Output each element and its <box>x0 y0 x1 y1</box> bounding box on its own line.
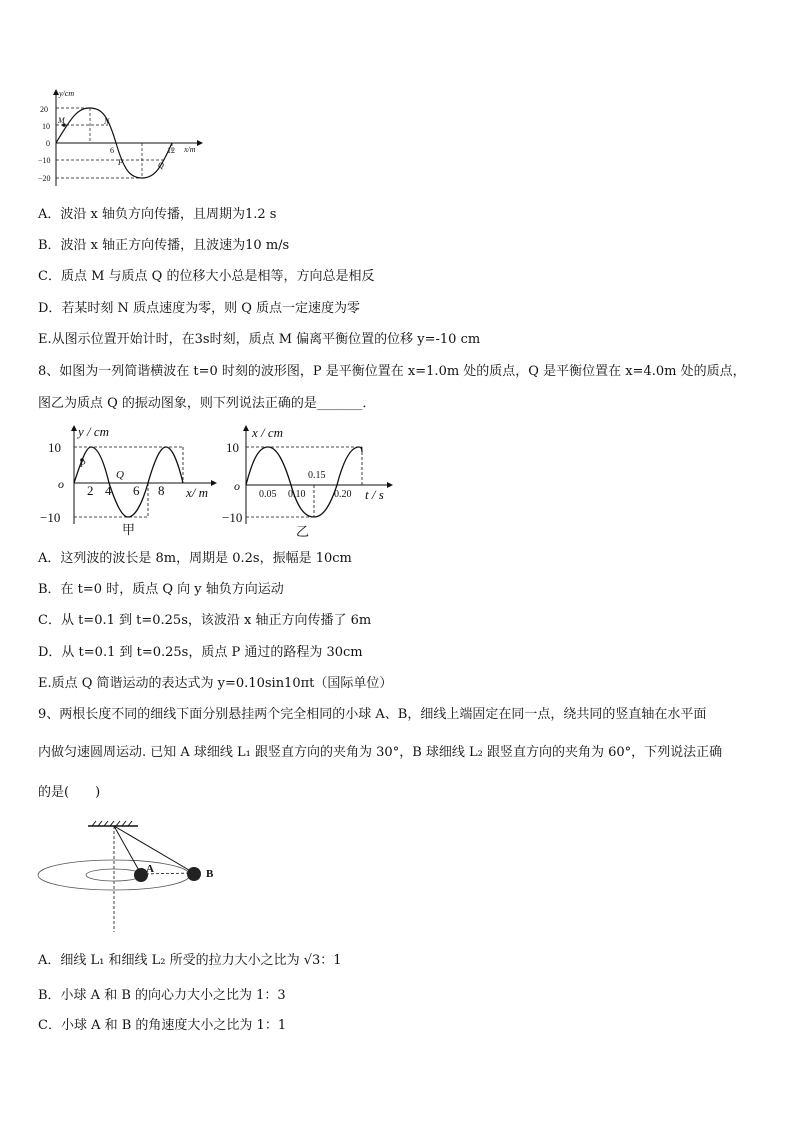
q7-option-b: B．波沿 x 轴正方向传播，且波速为10 m/s <box>38 238 290 253</box>
t-tick-010: 0.10 <box>288 489 306 500</box>
figure-caption-jia: 甲 <box>122 522 136 537</box>
y-axis-label: x / cm <box>252 425 284 440</box>
origin-label: o <box>58 477 64 491</box>
orbit-a <box>86 869 142 881</box>
q8-stem-line1: 8、如图为一列简谐横波在 t=0 时刻的波形图，P 是平衡位置在 x=1.0m 处的质点，Q 是平衡位置在 x=4.0m 处的质点， <box>38 364 746 379</box>
y-tick-neg10: −10 <box>40 510 61 525</box>
q7-option-e: E.从图示位置开始计时，在3s时刻，质点 M 偏离平衡位置的位移 y=-10 cm <box>38 332 481 347</box>
y-axis-label: y/cm <box>59 89 75 98</box>
y-tick-neg10: −10 <box>222 510 243 525</box>
figure-caption-yi: 乙 <box>296 524 310 539</box>
x-tick-4: 4 <box>105 483 112 498</box>
point-q-label: Q <box>116 469 124 481</box>
q8-option-e: E.质点 Q 简谐运动的表达式为 y=0.10sin10πt（国际单位） <box>38 676 393 691</box>
point-p-label: P <box>118 158 123 167</box>
q8-option-c: C．从 t=0.1 到 t=0.25s，该波沿 x 轴正方向传播了 6m <box>38 613 372 628</box>
q9-stem-line3: 的是( ) <box>38 785 101 800</box>
t-tick-005: 0.05 <box>259 489 277 500</box>
x-tick-12: 12 <box>167 146 175 155</box>
dashed-guides <box>74 447 183 517</box>
x-axis-label: t / s <box>365 487 384 502</box>
ball-b <box>187 867 201 881</box>
y-axis-label: y / cm <box>78 424 110 439</box>
ball-a-label: A <box>146 863 154 875</box>
y-tick-20: 20 <box>40 105 48 114</box>
point-n-label: N <box>104 117 110 126</box>
q8-stem-line2: 图乙为质点 Q 的振动图象，则下列说法正确的是_______． <box>38 396 376 411</box>
x-tick-6: 6 <box>133 483 140 498</box>
point-m-label: M <box>58 116 65 125</box>
q7-option-c: C．质点 M 与质点 Q 的位移大小总是相等，方向总是相反 <box>38 269 375 284</box>
t-tick-020: 0.20 <box>334 489 352 500</box>
point-p-label: P <box>80 459 86 469</box>
y-tick-0: 0 <box>46 139 50 148</box>
string-l2 <box>114 826 194 873</box>
point-q-label: Q <box>158 161 164 170</box>
x-tick-8: 8 <box>158 483 165 498</box>
orbit-b <box>38 860 190 890</box>
q9-option-b: B．小球 A 和 B 的向心力大小之比为 1：3 <box>38 988 286 1003</box>
x-tick-6: 6 <box>110 146 114 155</box>
q7-option-a: A．波沿 x 轴负方向传播，且周期为1.2 s <box>38 207 277 222</box>
q8-option-d: D．从 t=0.1 到 t=0.25s，质点 P 通过的路程为 30cm <box>38 645 363 660</box>
ball-b-label: B <box>206 868 214 880</box>
wave-figure-yi <box>222 422 394 540</box>
dashed-guides <box>246 447 362 517</box>
oscillation-curve <box>246 447 362 517</box>
y-tick-10: 10 <box>42 122 50 131</box>
t-tick-015: 0.15 <box>308 470 326 481</box>
string-l1 <box>114 826 141 874</box>
pendulum-figure <box>36 820 236 934</box>
y-tick-neg10: −10 <box>38 156 51 165</box>
x-axis-label: x/m <box>184 145 196 154</box>
q9-option-a: A．细线 L₁ 和细线 L₂ 所受的拉力大小之比为 √3：1 <box>38 953 342 968</box>
wave-figure-1 <box>36 86 206 190</box>
wave-figure-jia <box>36 422 221 540</box>
q9-stem-line1: 9、两根长度不同的细线下面分别悬挂两个完全相同的小球 A、B，细线上端固定在同一点，绕共同的竖直轴在水平面 <box>38 707 707 722</box>
origin-label: o <box>234 479 240 493</box>
y-tick-10: 10 <box>48 440 61 455</box>
q8-option-b: B．在 t=0 时，质点 Q 向 y 轴负方向运动 <box>38 582 284 597</box>
y-tick-10: 10 <box>226 440 239 455</box>
y-tick-neg20: −20 <box>38 174 51 183</box>
q7-option-d: D．若某时刻 N 质点速度为零，则 Q 质点一定速度为零 <box>38 301 360 316</box>
q8-option-a: A．这列波的波长是 8m，周期是 0.2s，振幅是 10cm <box>38 551 352 566</box>
q9-option-c: C．小球 A 和 B 的角速度大小之比为 1：1 <box>38 1018 287 1033</box>
q9-stem-line2: 内做匀速圆周运动. 已知 A 球细线 L₁ 跟竖直方向的夹角为 30°，B 球细线 L₂ 跟竖直方向的夹角为 60°，下列说法正确 <box>38 745 723 760</box>
x-tick-2: 2 <box>87 483 94 498</box>
x-axis-label: x/ m <box>186 485 209 500</box>
wave-curve <box>74 447 183 517</box>
